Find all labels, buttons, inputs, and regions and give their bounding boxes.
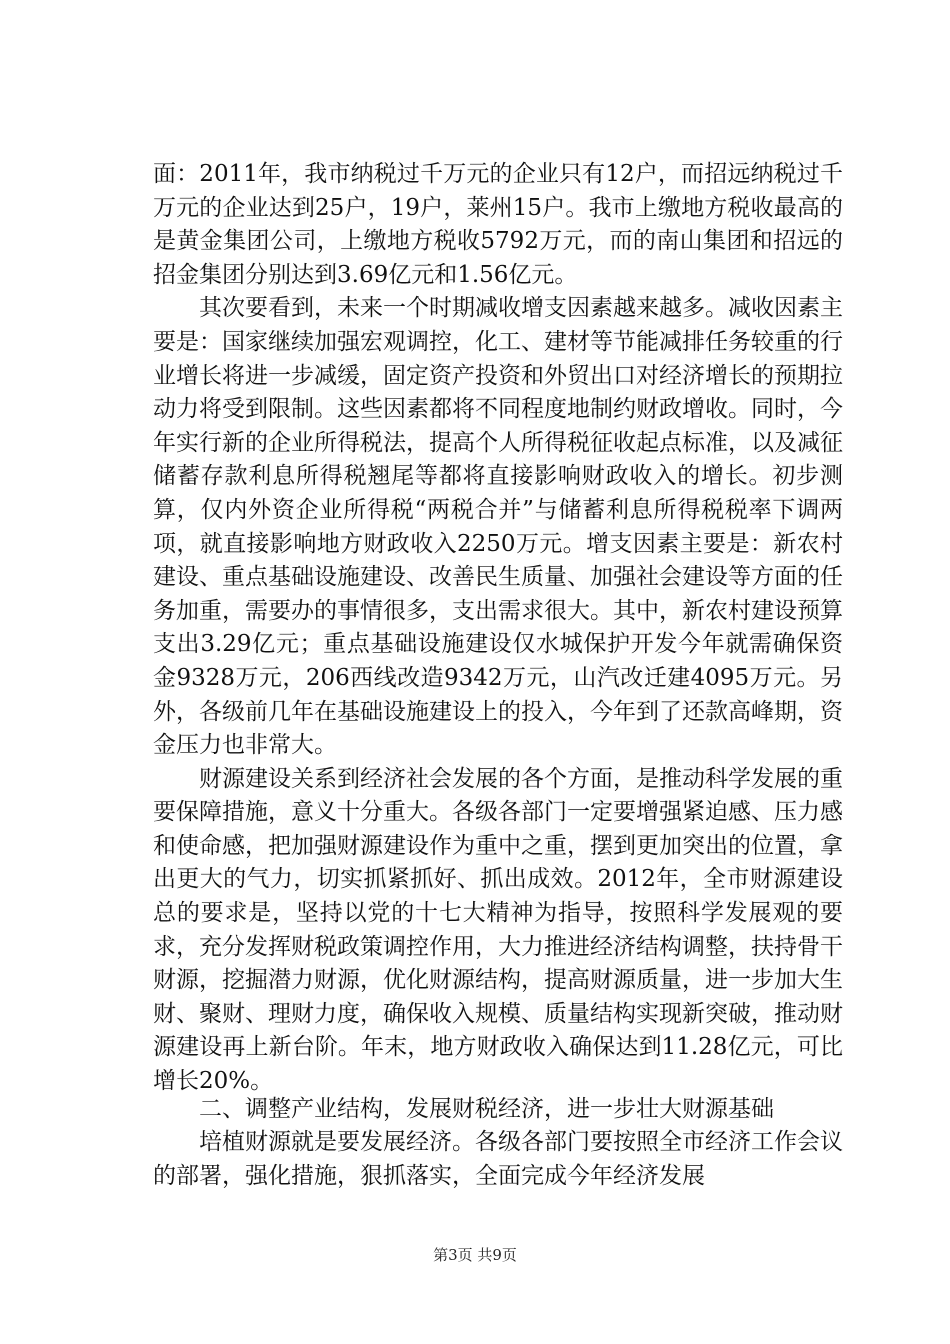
body-text [153, 158, 843, 1099]
paragraph-1: 面：2011年，我市纳税过千万元的企业只有12户，而招远纳税过千万元的企业达到25户，19户，莱州15户。我市上缴地方税收最高的是黄金集团公司，上缴地方税收5792万元，而的南山集团和招远的招金集团分别达到3.69亿元和1.56亿元。 [153, 161, 843, 288]
paragraph-2: 其次要看到，未来一个时期减收增支因素越来越多。减收因素主要是：国家继续加强宏观调控，化工、建材等节能减排任务较重的行业增长将进一步减缓，固定资产投资和外贸出口对经济增长的预期拉动力将受到限制。这些因素都将不同程度地制约财政增收。同时，今年实行新的企业所得税法，提高个人所得税征收起点标准，以及减征储蓄存款利息所得税翘尾等都将直接影响财政收入的增长。初步测算，仅内外资企业所得税“两税合并”与储蓄利息所得税税率下调两项，就直接影响地方财政收入2250万元。增支因素主要是：新农村建设、重点基础设施建设、改善民生质量、加强社会建设等方面的任务加重，需要办的事情很多，支出需求很大。其中，新农村建设预算支出3.29亿元；重点基础设施建设仅水城保护开发今年就需确保资金9328万元，206西线改造9342万元，山汽改迁建4095万元。另外，各级前几年在基础设施建设上的投入，今年到了还款高峰期，资金压力也非常大。 [153, 295, 843, 759]
paragraph-3: 财源建设关系到经济社会发展的各个方面，是推动科学发展的重要保障措施，意义十分重大。各级各部门一定要增强紧迫感、压力感和使命感，把加强财源建设作为重中之重，摆到更加突出的位置，拿出更大的气力，切实抓紧抓好、抓出成效。2012年，全市财源建设总的要求是，坚持以党的十七大精神为指导，按照科学发展观的要求，充分发挥财税政策调控作用，大力推进经济结构调整，扶持骨干财源，挖掘潜力财源，优化财源结构，提高财源质量，进一步加大生财、聚财、理财力度，确保收入规模、质量结构实现新突破，推动财源建设再上新台阶。年末，地方财政收入确保达到11.28亿元，可比增长20%。 [153, 765, 843, 1095]
section-heading: 二、调整产业结构，发展财税经济，进一步壮大财源基础 [199, 1096, 774, 1122]
section-paragraph: 培植财源就是要发展经济。各级各部门要按照全市经济工作会议的部署，强化措施，狠抓落实，全面完成今年经济发展 [153, 1129, 843, 1189]
page-number-footer: 第3页 共9页 [433, 1246, 517, 1264]
